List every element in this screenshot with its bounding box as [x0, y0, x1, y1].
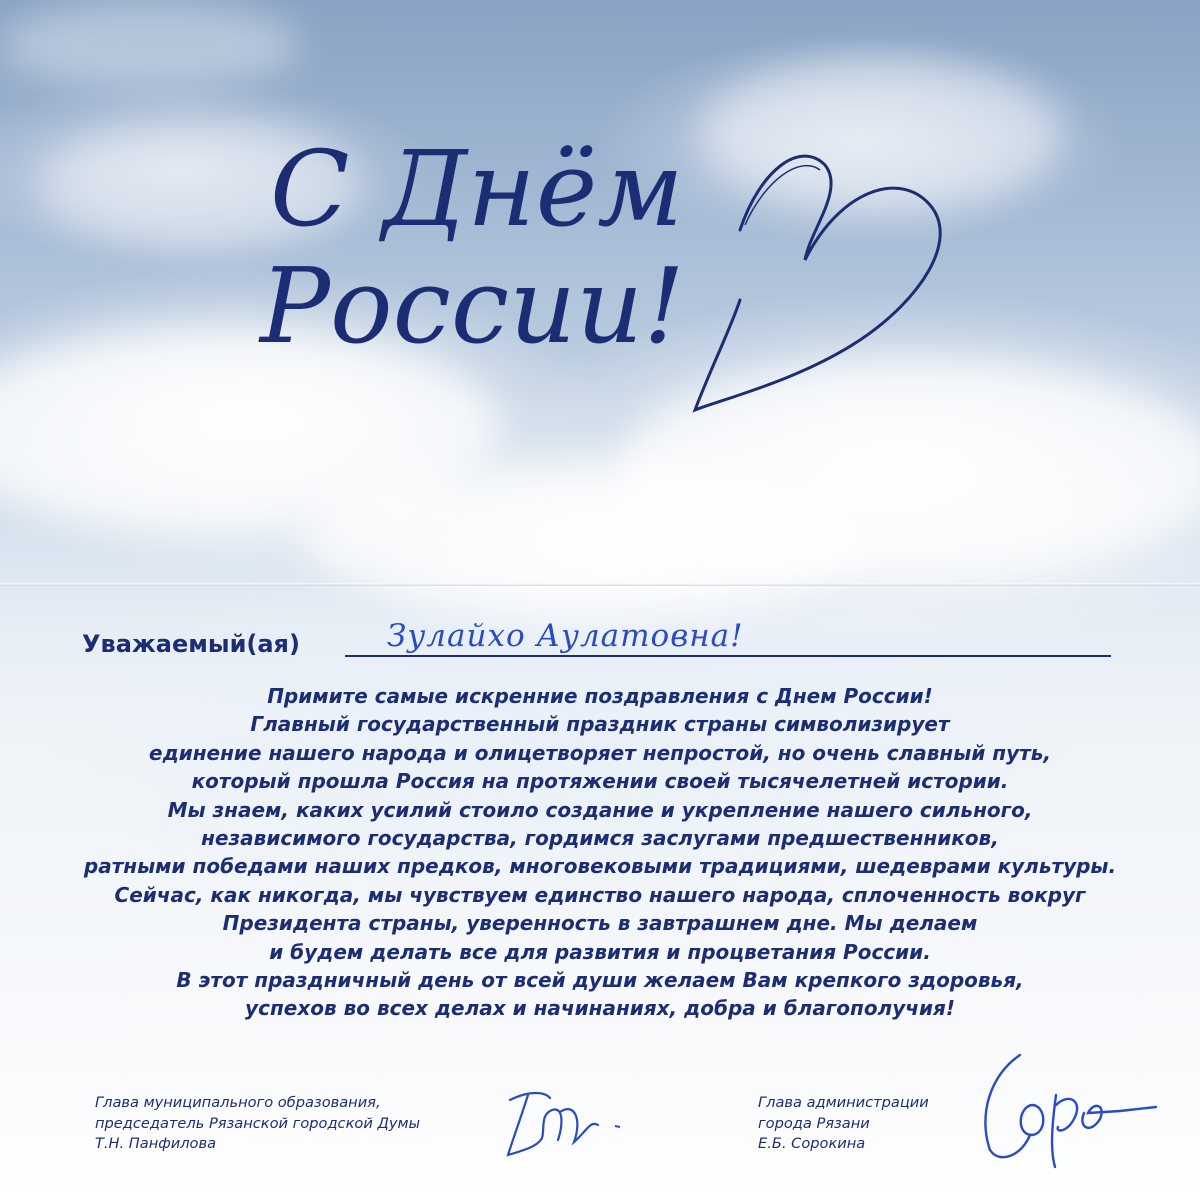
- title-lettering: [240, 110, 960, 440]
- body-line: Мы знаем, каких усилий стоило создание и укрепление нашего сильного,: [167, 797, 1033, 822]
- signatory-left: [95, 1093, 495, 1155]
- signatory-left-position-2: председатель Рязанской городской Думы: [95, 1114, 421, 1132]
- signatory-right: [758, 1093, 978, 1155]
- signatory-right-position-2: города Рязани: [758, 1114, 870, 1132]
- signatory-right-position-1: Глава администрации: [758, 1094, 929, 1111]
- greeting-row: [82, 618, 1122, 666]
- cloud-decoration: [0, 0, 300, 90]
- signature-left-handwritten: [490, 1080, 640, 1170]
- body-line: успехов во всех делах и начинаниях, добра и благополучия!: [245, 996, 955, 1021]
- greeting-label: Уважаемый(ая): [82, 630, 300, 658]
- body-line: и будем делать все для развития и процветания России.: [269, 939, 931, 964]
- body-line: который прошла Россия на протяжении своей тысячелетней истории.: [191, 769, 1009, 794]
- body-line: Сейчас, как никогда, мы чувствуем единство нашего народа, сплоченность вокруг: [114, 882, 1086, 907]
- signatory-right-name: Е.Б. Сорокина: [758, 1135, 866, 1152]
- body-line: В этот праздничный день от всей души желаем Вам крепкого здоровья,: [176, 968, 1024, 993]
- congratulation-text: [60, 682, 1140, 1023]
- body-line: независимого государства, гордимся заслугами предшественников,: [201, 826, 999, 851]
- card-fold-line: [0, 583, 1200, 586]
- title-line-2: России!: [260, 245, 685, 367]
- body-line: ратными победами наших предков, многовековыми традициями, шедеврами культуры.: [83, 854, 1117, 879]
- title-line-1: С Днём: [270, 128, 684, 250]
- heart-flourish-icon: [695, 156, 940, 410]
- signature-right-handwritten: [960, 1035, 1160, 1175]
- body-line: Главный государственный праздник страны символизирует: [250, 712, 950, 737]
- body-line: Президента страны, уверенность в завтрашнем дне. Мы делаем: [222, 911, 978, 936]
- signatory-left-position-1: Глава муниципального образования,: [95, 1094, 381, 1111]
- signatory-left-name: Т.Н. Панфилова: [95, 1135, 217, 1152]
- greeting-name-underline: [345, 655, 1111, 657]
- body-line: Примите самые искренние поздравления с Днем России!: [267, 684, 933, 708]
- recipient-name-handwritten: Зулайхо Аулатовна!: [387, 618, 744, 654]
- body-line: единение нашего народа и олицетворяет непростой, но очень славный путь,: [149, 740, 1051, 765]
- cloud-decoration: [300, 470, 860, 610]
